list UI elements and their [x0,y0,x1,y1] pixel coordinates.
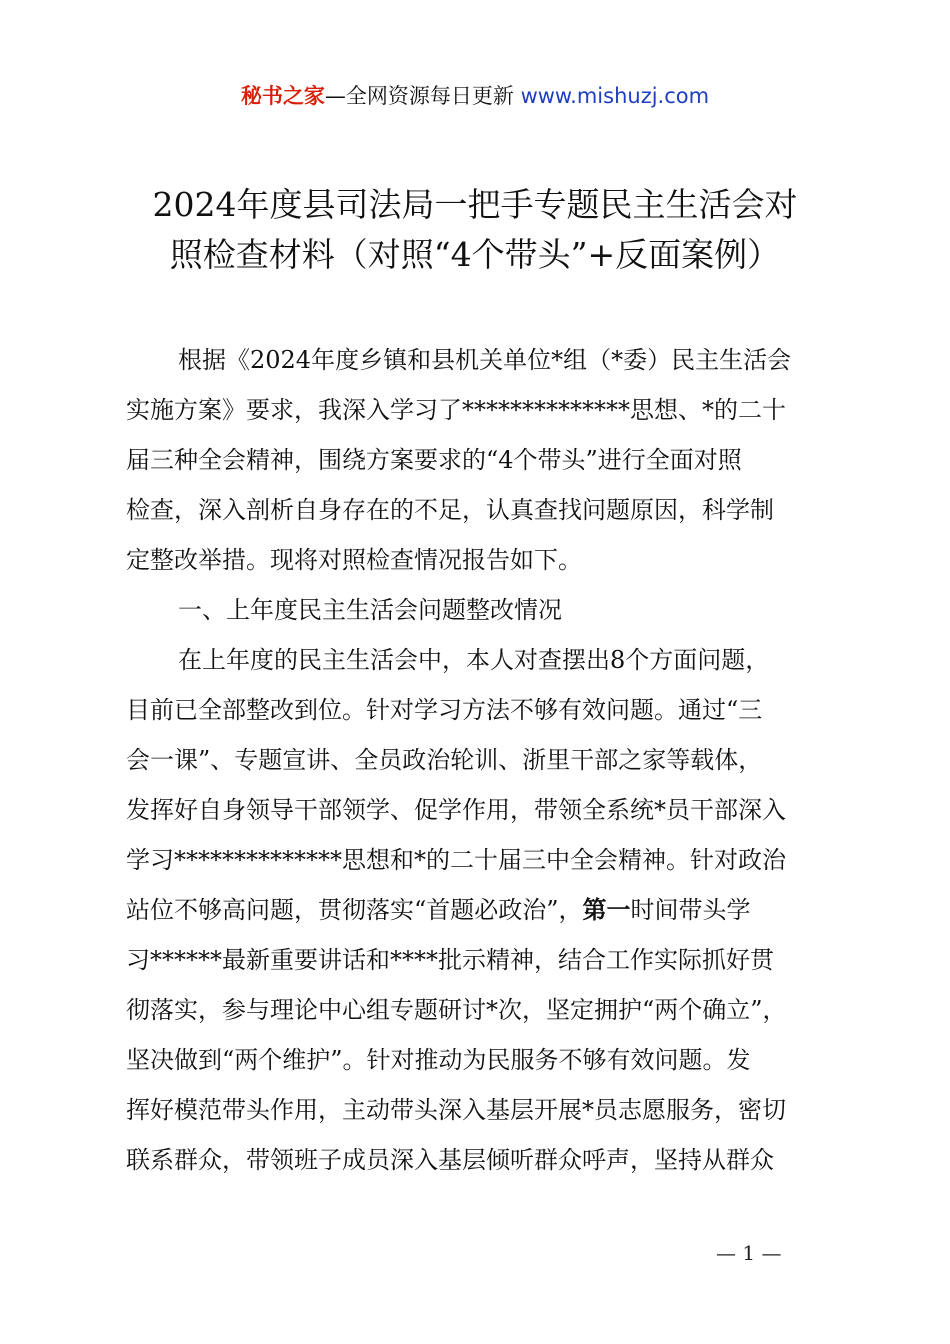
banner-tagline: —全网资源每日更新 [324,84,521,108]
text-line: 坚决做到“两个维护”。针对推动为民服务不够有效问题。发 [126,1046,751,1074]
text-line: 发挥好自身领导干部领学、促学作用，带领全系统*员干部深入 [126,796,786,824]
text-line: 挥好模范带头作用，主动带头深入基层开展*员志愿服务，密切 [126,1096,786,1124]
paragraph-intro [126,335,846,585]
text-line: 定整改举措。现将对照检查情况报告如下。 [126,546,582,574]
document-title [120,180,830,280]
text-line: 习******最新重要讲话和****批示精神，结合工作实际抓好贯 [126,946,774,974]
section-heading: 一、上年度民主生活会问题整改情况 [178,596,562,624]
title-line-2: 照检查材料（对照“4个带头”+反面案例） [169,235,781,274]
text-segment: 时间带头学 [630,896,751,924]
text-line: 彻落实，参与理论中心组专题研讨*次，坚定拥护“两个确立”， [126,996,787,1024]
text-line: 检查，深入剖析自身存在的不足，认真查找问题原因，科学制 [126,496,774,524]
text-line: 届三种全会精神，围绕方案要求的“4个带头”进行全面对照 [126,446,742,474]
text-line: 目前已全部整改到位。针对学习方法不够有效问题。通过“三 [126,696,763,724]
text-line [126,885,846,935]
bold-text-segment: 第一 [582,895,631,924]
site-banner [0,80,950,112]
text-line: 在上年度的民主生活会中，本人对查摆出8个方面问题， [178,646,770,674]
banner-url-link[interactable]: www.mishuzj.com [520,84,710,108]
text-line: 会一课”、专题宣讲、全员政治轮训、浙里干部之家等载体， [126,746,763,774]
paragraph-rectification [126,635,846,1185]
title-line-1: 2024年度县司法局一把手专题民主生活会对 [152,185,798,224]
text-line: 根据《2024年度乡镇和县机关单位*组（*委）民主生活会 [178,346,792,374]
text-line: 实施方案》要求，我深入学习了**************思想、*的二十 [126,396,786,424]
text-line: 学习**************思想和*的二十届三中全会精神。针对政治 [126,846,786,874]
text-line: 联系群众，带领班子成员深入基层倾听群众呼声，坚持从群众 [126,1146,774,1174]
document-body [126,335,846,1185]
page-number: — 1 — [716,1241,782,1265]
text-segment: 站位不够高问题，贯彻落实“首题必政治”， [126,896,583,924]
banner-brand: 秘书之家 [240,84,325,108]
